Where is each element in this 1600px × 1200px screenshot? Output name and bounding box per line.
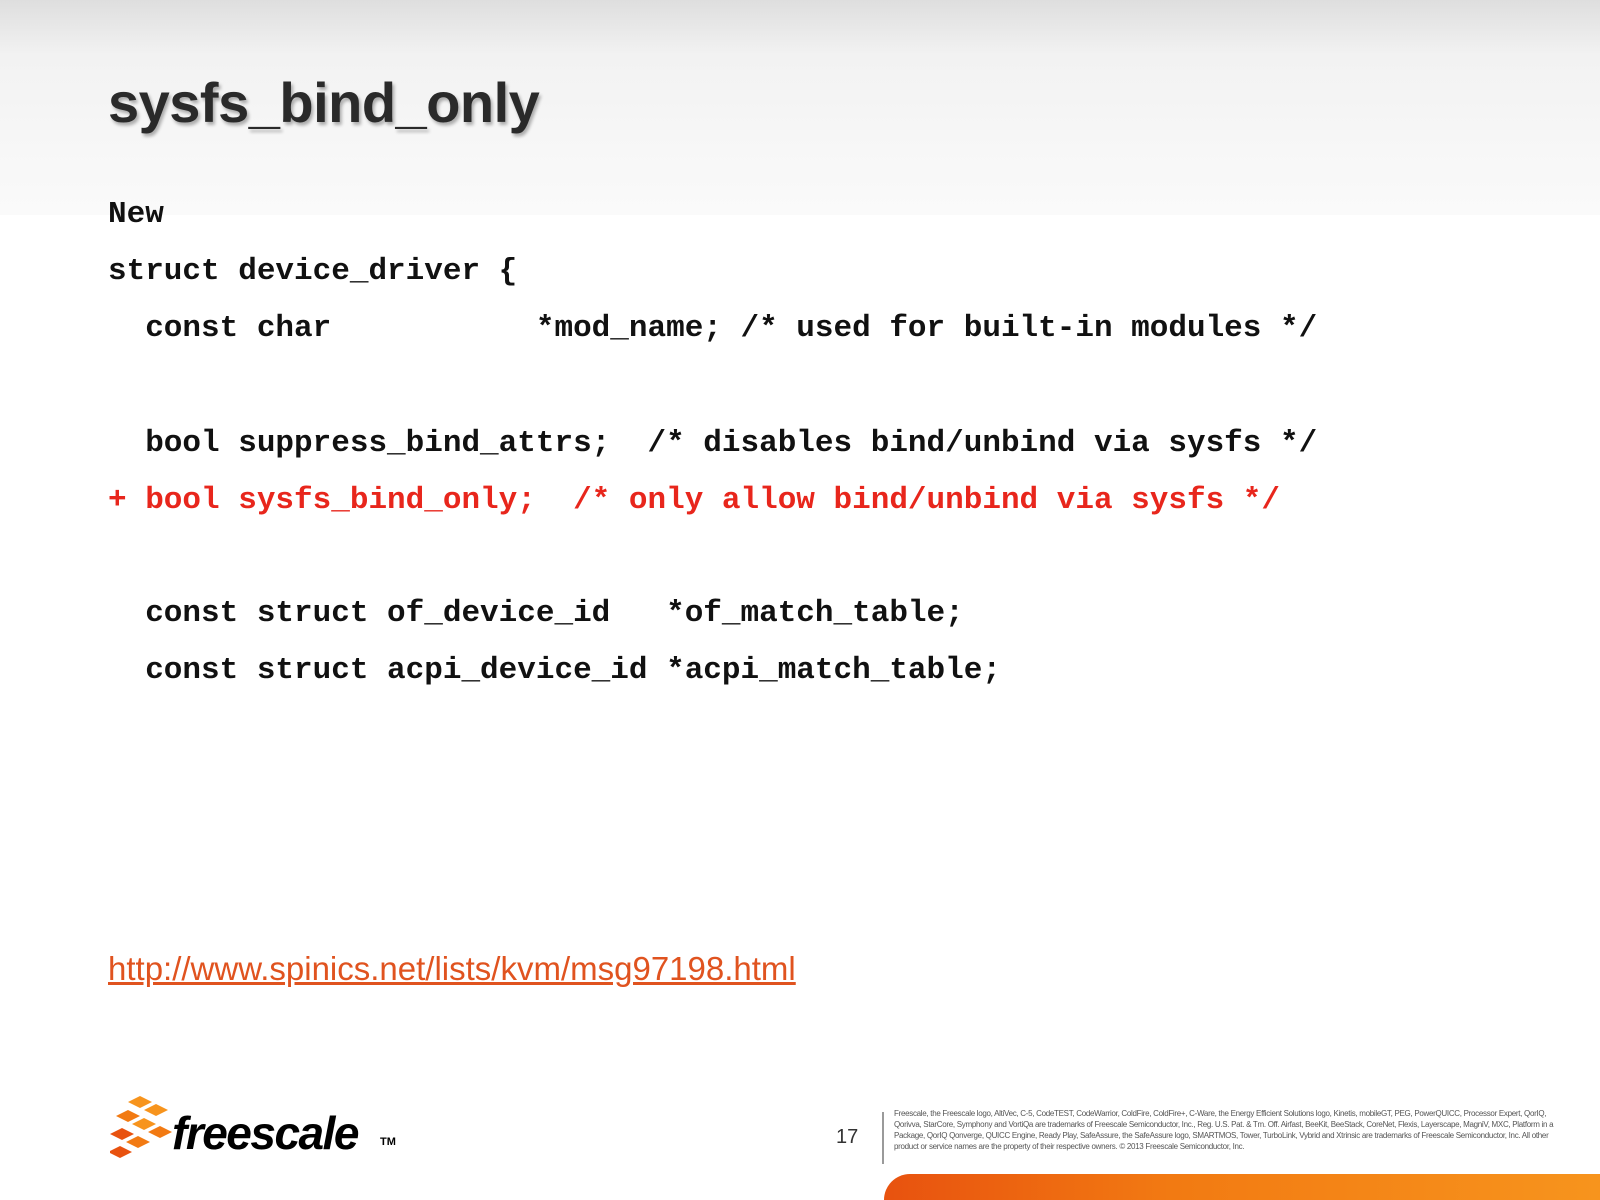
- reference-link[interactable]: http://www.spinics.net/lists/kvm/msg97198.html: [108, 950, 796, 987]
- code-line-of-match-table: const struct of_device_id *of_match_table;: [108, 596, 964, 631]
- legal-notice: Freescale, the Freescale logo, AltiVec, C-5, CodeTEST, CodeWarrior, ColdFire, ColdFire+, C-Ware, the Energy Efficient Solutions logo, Kinetis, mobileGT, PEG, PowerQUICC, Processor Expert, QorIQ, Qorivva, StarCore, Symphony and VortiQa are trademarks of Freescale Semiconductor, Inc., Reg. U.S. Pat. & Tm. Off. Airfast, BeeKit, BeeStack, CoreNet, Flexis, Layerscape, MagniV, MXC, Platform in a Package, QorIQ Qonverge, QUICC Engine, Ready Play, SafeAssure, the SafeAssure logo, SMARTMOS, Tower, TurboLink, Vybrid and Xtrinsic are trademarks of Freescale Semiconductor, Inc. All other product or service names are the property of their respective owners. © 2013 Freescale Semiconductor, Inc.: [894, 1109, 1554, 1151]
- logo-trademark: TM: [380, 1136, 396, 1148]
- code-line-suppress-bind-attrs: bool suppress_bind_attrs; /* disables bind/unbind via sysfs */: [108, 426, 1318, 461]
- code-line-acpi-match-table: const struct acpi_device_id *acpi_match_table;: [108, 653, 1001, 688]
- code-line-added-sysfs-bind-only: + bool sysfs_bind_only; /* only allow bind/unbind via sysfs */: [108, 483, 1280, 518]
- freescale-logo: [110, 1094, 410, 1164]
- logo-wordmark: freescale: [172, 1107, 358, 1159]
- freescale-diamonds-icon: [110, 1094, 176, 1166]
- footer-divider: [882, 1112, 884, 1164]
- page-number: 17: [836, 1126, 859, 1148]
- code-line-struct-open: struct device_driver {: [108, 254, 518, 289]
- slide-title: sysfs_bind_only: [108, 71, 540, 134]
- footer-accent-bar: [884, 1174, 1600, 1200]
- code-line-label: New: [108, 197, 164, 232]
- code-line-mod-name: const char *mod_name; /* used for built-in modules */: [108, 311, 1318, 346]
